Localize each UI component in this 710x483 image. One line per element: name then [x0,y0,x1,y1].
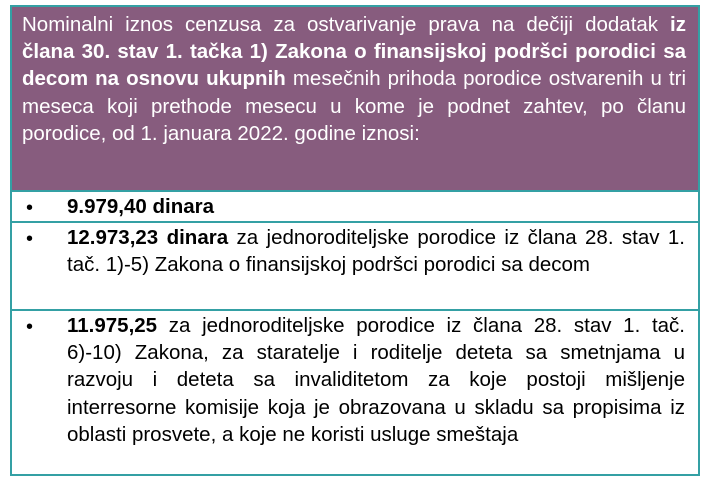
amount-bold: 12.973,23 dinara [67,226,229,249]
header-text-intro: Nominalni iznos cenzusa za ostvarivanje prava na dečiji dodatak [22,13,671,36]
row-description: za jednoroditeljske porodice iz člana 28. stav 1. tač. 6)-10) Zakona, za staratelje i roditelje deteta sa smetnjama u razvoju i deteta sa invaliditetom za koje postoji mišljenje interresorne komisije koja je obrazovana u skladu sa propisima iz oblasti prosvete, a koje ne koristi usluge smeštaja [67,314,685,446]
row-text [67,193,685,220]
bullet-icon: • [26,197,34,219]
amount-bold: 9.979,40 dinara [67,195,215,218]
table-row [12,309,698,476]
row-text [67,312,685,448]
header-text-rest: mesečnih prihoda porodice ostvarenih u tri meseca koji prethode mesecu u kome je podnet zahtev, po članu porodice, od 1. januara 2022. godine iznosi: [22,67,686,145]
row-text [67,224,685,278]
table-row [12,190,698,221]
amount-bold: 11.975,25 [67,314,158,337]
table-header [12,7,698,190]
table-row [12,221,698,309]
bullet-icon: • [26,316,34,338]
header-text-bold: iz člana 30. stav 1. tačka 1) Zakona o finansijskoj podršci porodici sa decom na osnovu ukupnih [22,13,686,91]
census-table [10,5,700,476]
row-description: za jednoroditeljske porodice iz člana 28. stav 1. tač. 1)-5) Zakona o finansijskoj podršci porodici sa decom [67,226,685,277]
bullet-icon: • [26,228,34,250]
